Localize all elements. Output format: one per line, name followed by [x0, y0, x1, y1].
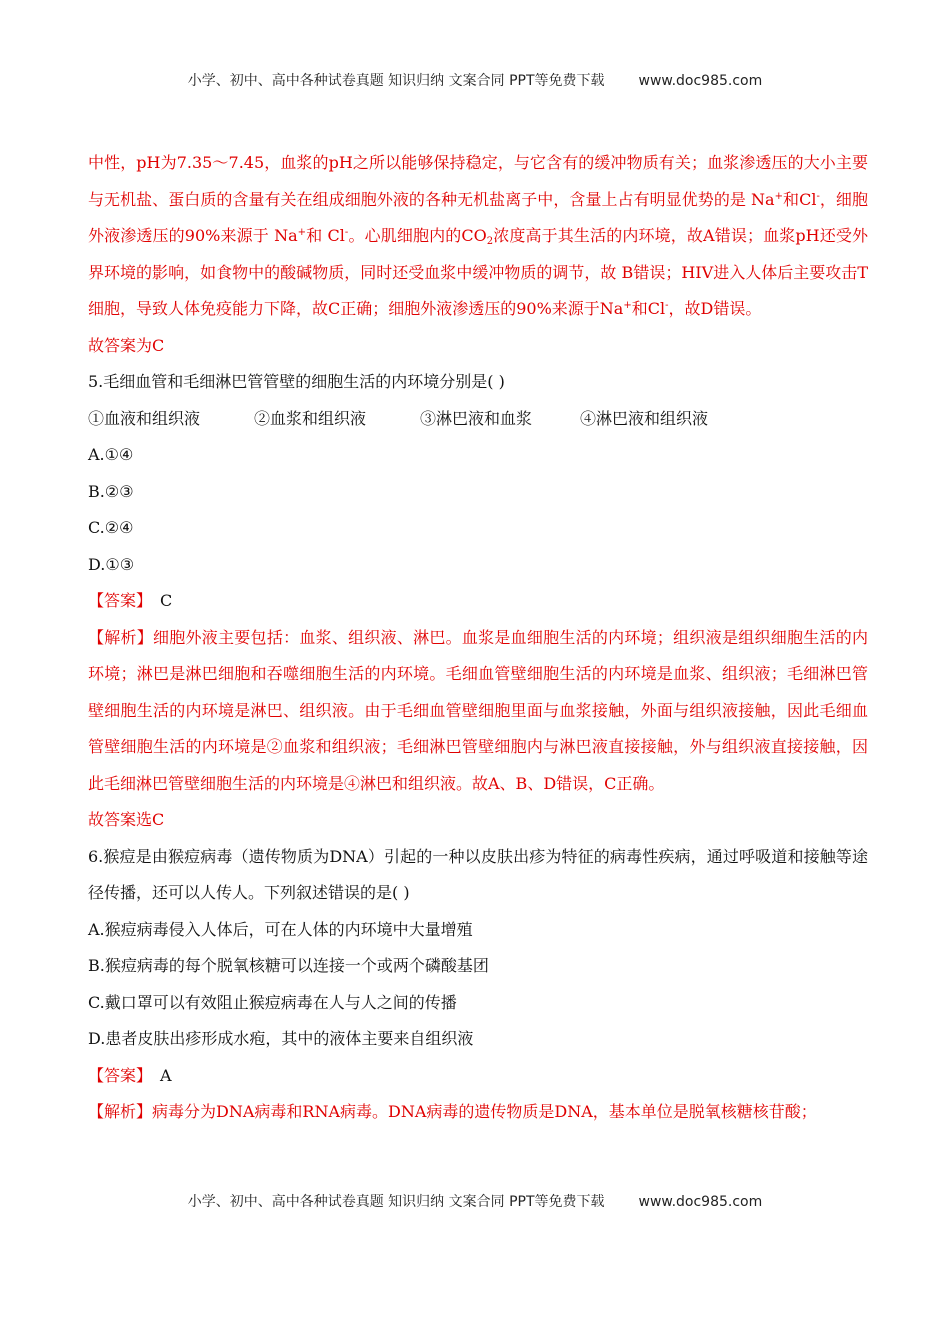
footer-text: 小学、初中、高中各种试卷真题 知识归纳 文案合同 PPT等免费下载	[187, 1194, 605, 1210]
q5-item-4: ④淋巴液和组织液	[580, 408, 709, 428]
footer-url[interactable]: www.doc985.com	[638, 1194, 763, 1210]
q6-option-c: C.戴口罩可以有效阻止猴痘病毒在人与人之间的传播	[88, 992, 457, 1012]
q5-option-d: D.①③	[88, 554, 135, 574]
q5-option-b: B.②③	[88, 481, 134, 501]
q5-stem: 5.毛细血管和毛细淋巴管管壁的细胞生活的内环境分别是( )	[88, 372, 505, 391]
q5-item-2: ②血浆和组织液	[254, 408, 367, 428]
q6-option-a: A.猴痘病毒侵入人体后，可在人体的内环境中大量增殖	[88, 919, 473, 939]
q5-item-1: ①血液和组织液	[88, 408, 201, 428]
q6-stem: 6.猴痘是由猴痘病毒（遗传物质为DNA）引起的一种以皮肤出疹为特征的病毒性疾病，通过呼吸道和接触等途径传播，还可以人传人。下列叙述错误的是( )	[88, 846, 868, 902]
explanation-tag: 【解析】	[88, 627, 154, 647]
answer-tag: 【答案】	[88, 591, 153, 610]
answer-tag: 【答案】	[88, 1065, 153, 1085]
previous-conclusion: 故答案为C	[88, 335, 165, 355]
header-url[interactable]: www.doc985.com	[638, 73, 763, 89]
q6-answer	[88, 1058, 868, 1095]
q5-item-3: ③淋巴液和血浆	[420, 408, 533, 428]
answer-value: A	[160, 1065, 172, 1085]
q6-option-b: B.猴痘病毒的每个脱氧核糖可以连接一个或两个磷酸基团	[88, 956, 489, 975]
q5-conclusion: 故答案选C	[88, 810, 165, 829]
answer-value: C	[160, 591, 173, 610]
q6-option-d: D.患者皮肤出疹形成水疱，其中的液体主要来自组织液	[88, 1029, 474, 1048]
header-text: 小学、初中、高中各种试卷真题 知识归纳 文案合同 PPT等免费下载	[187, 73, 605, 89]
page-footer	[0, 1191, 950, 1211]
page-header	[0, 70, 950, 90]
q5-explanation: 【解析】细胞外液主要包括：血浆、组织液、淋巴。血浆是血细胞生活的内环境；组织液是组织细胞生活的内环境；淋巴是淋巴细胞和吞噬细胞生活的内环境。毛细血管壁细胞生活的内环境是血浆、组织液；毛细淋巴管壁细胞生活的内环境是淋巴、组织液。由于毛细血管壁细胞里面与血浆接触，外面与组织液接触，因此毛细血管壁细胞生活的内环境是②血浆和组织液；毛细淋巴管壁细胞内与淋巴液直接接触，外与组织液直接接触，因此毛细淋巴管壁细胞生活的内环境是④淋巴和组织液。故A、B、D错误，C正确。	[88, 627, 868, 793]
q5-option-c: C.②④	[88, 518, 134, 537]
previous-explanation: 中性，pH为7.35～7.45，血浆的pH之所以能够保持稳定，与它含有的缓冲物质有关；血浆渗透压的大小主要与无机盐、蛋白质的含量有关在组成细胞外液的各种无机盐离子中，含量上占有明显优势的是 Na+和Cl-，细胞外液渗透压的90%来源于 Na+和 Cl-。心肌细胞内的$CO_2$浓度高于其生活的内环境，故A错误；血浆pH还受外界环境的影响，如食物中的酸碱物质，同时还受血浆中缓冲物质的调节，故 B错误；HIV进入人体后主要攻击T细胞，导致人体免疫能力下降，故C正确；细胞外液渗透压的90%来源于Na+和Cl-，故D错误。	[88, 153, 868, 318]
document-body	[88, 145, 868, 1131]
explanation-tag: 【解析】	[88, 1102, 153, 1121]
q6-explanation: 【解析】病毒分为DNA病毒和RNA病毒。DNA病毒的遗传物质是DNA，基本单位是脱氧核糖核苷酸；	[88, 1102, 817, 1121]
q5-items	[88, 401, 868, 438]
q5-answer	[88, 583, 868, 620]
q5-option-a: A.①④	[88, 445, 134, 464]
